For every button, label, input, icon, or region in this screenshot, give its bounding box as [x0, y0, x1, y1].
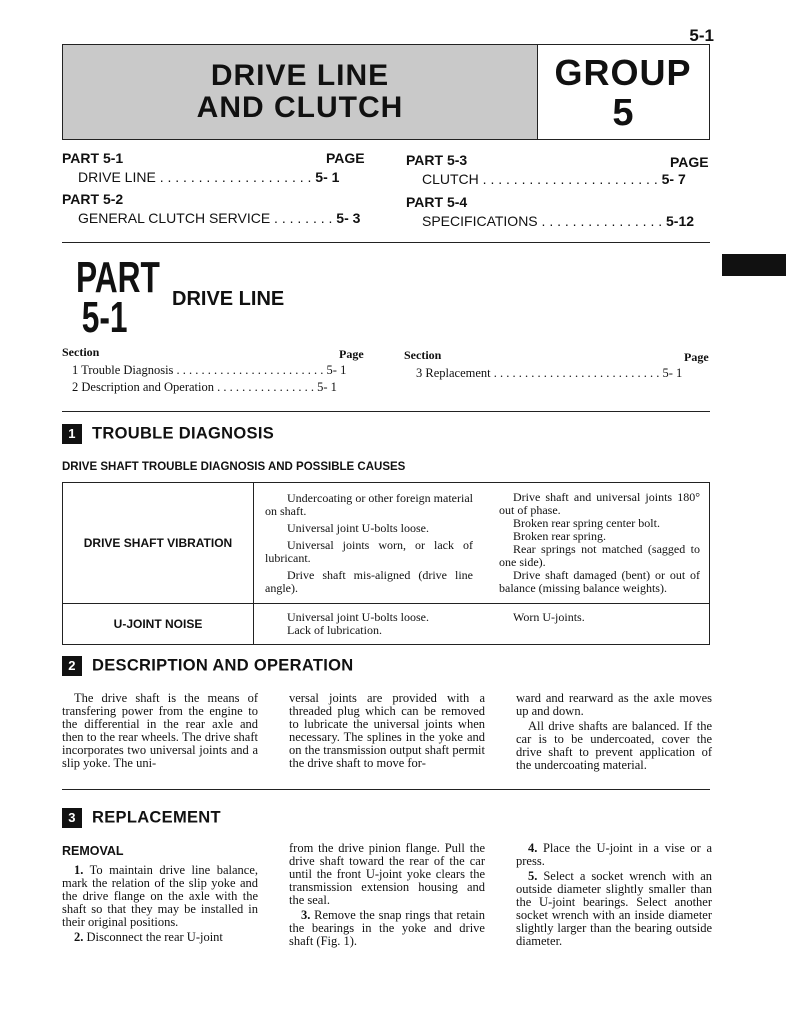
- toc-part-5-2: PART 5-2: [62, 191, 124, 207]
- toc-part-5-3: PART 5-3: [406, 152, 468, 168]
- trouble-heading: [62, 424, 274, 444]
- step-number: 1.: [74, 863, 84, 877]
- section-item-page: 5- 1: [317, 380, 337, 394]
- paragraph: The drive shaft is the means of transfering power from the engine to the differential in the rear axle and then to the rear wheels. The drive shaft incorporates two universal joints and a slip yoke. The uni-: [62, 691, 258, 770]
- section-item-description[interactable]: [72, 380, 337, 395]
- cause-item: Drive shaft mis-aligned (drive line angle).: [265, 567, 473, 595]
- toc-entry-label: SPECIFICATIONS: [422, 213, 538, 229]
- replacement-col-3: [516, 842, 712, 950]
- step-number: 4.: [528, 841, 538, 855]
- toc-entry-general-clutch[interactable]: [78, 210, 360, 226]
- replacement-col-2: [289, 842, 485, 950]
- step-text: Disconnect the rear U-joint: [83, 930, 223, 944]
- section-item-trouble-diagnosis[interactable]: [72, 363, 346, 378]
- paragraph: ward and rearward as the axle moves up and down.: [516, 691, 712, 718]
- step-text: To maintain drive line balance, mark the relation of the slip yoke and the drive flange on the axle with the shaft so that they may be installed in their original positions.: [62, 863, 258, 929]
- section-number-badge: 3: [62, 808, 82, 828]
- section-item-page: 5- 1: [662, 366, 683, 380]
- toc-entry-label: GENERAL CLUTCH SERVICE: [78, 210, 271, 226]
- group-title-box: [63, 45, 538, 139]
- description-col-1: [62, 692, 258, 772]
- toc-entry-label: DRIVE LINE: [78, 169, 156, 185]
- heading-text: REPLACEMENT: [92, 808, 221, 827]
- toc-part-5-1: PART 5-1: [62, 150, 124, 166]
- causes-cell-a: [254, 604, 489, 645]
- title-line-2: AND CLUTCH: [196, 91, 404, 124]
- divider: [62, 242, 710, 243]
- cause-item: Lack of lubrication.: [287, 623, 382, 637]
- paragraph: versal joints are provided with a threaded plug which can be removed to lubricate the universal joints when necessary. The splines in the yoke and on the transmission output shaft permit the drive shaft to move for-: [289, 691, 485, 770]
- cause-item: Universal joints worn, or lack of lubricant.: [265, 537, 473, 565]
- step-number: 5.: [528, 869, 538, 883]
- diagnosis-table: [62, 482, 710, 645]
- step: [62, 931, 258, 944]
- section-number-badge: 2: [62, 656, 82, 676]
- cause-item: Drive shaft and universal joints 180° out of phase.: [499, 490, 700, 517]
- toc-entry-specifications[interactable]: [422, 213, 694, 229]
- heading-text: TROUBLE DIAGNOSIS: [92, 424, 275, 443]
- step-text: Remove the snap rings that retain the bearings in the yoke and drive shaft (Fig. 1).: [289, 908, 485, 948]
- toc-entry-page: 5- 3: [336, 210, 361, 226]
- causes-cell-b: [488, 483, 710, 604]
- page-number: 5-1: [689, 26, 714, 45]
- section-tab-marker: [722, 254, 786, 276]
- cause-item: Broken rear spring.: [513, 529, 606, 543]
- cause-item: Rear springs not matched (sagged to one side).: [499, 542, 700, 569]
- part-title: DRIVE LINE: [172, 288, 285, 310]
- page-label-right: Page: [684, 350, 709, 364]
- step: [516, 870, 712, 948]
- toc-part-5-4: PART 5-4: [406, 194, 468, 210]
- group-number: 5: [612, 92, 634, 134]
- section-item-label: 2 Description and Operation: [72, 380, 214, 394]
- title-line-1: DRIVE LINE: [210, 59, 390, 92]
- table-row: [63, 483, 710, 604]
- section-label-right: Section: [404, 348, 442, 362]
- section-item-replacement[interactable]: [416, 366, 682, 381]
- divider: [62, 411, 710, 412]
- section-label-left: Section: [62, 345, 100, 359]
- toc-page-label-right: PAGE: [670, 154, 709, 170]
- symptom-cell: U-JOINT NOISE: [63, 604, 254, 645]
- cause-item: Undercoating or other foreign material on shaft.: [265, 490, 473, 518]
- section-item-label: 1 Trouble Diagnosis: [72, 363, 174, 377]
- cause-item: Worn U-joints.: [513, 610, 585, 624]
- section-number-badge: 1: [62, 424, 82, 444]
- description-heading: [62, 656, 353, 676]
- group-header: [62, 44, 710, 140]
- table-title: DRIVE SHAFT TROUBLE DIAGNOSIS AND POSSIBLE CAUSES: [62, 461, 406, 473]
- toc-page-label-left: PAGE: [326, 150, 365, 166]
- replacement-col-1: [62, 864, 258, 946]
- description-col-3: [516, 692, 712, 774]
- part-word: PART: [76, 253, 160, 302]
- toc-dots: . . . . . . . .: [270, 210, 337, 226]
- heading-text: DESCRIPTION AND OPERATION: [92, 656, 354, 675]
- section-item-label: 3 Replacement: [416, 366, 491, 380]
- step-text: Place the U-joint in a vise or a press.: [516, 841, 712, 868]
- removal-subheading: REMOVAL: [62, 844, 124, 858]
- step-text: Select a socket wrench with an outside diameter slightly smaller than the U-joint bearings. Select another socket wrench with an inside diameter slightly larger than the bearing outside diameter.: [516, 869, 712, 948]
- part-label: [76, 253, 160, 342]
- section-item-page: 5- 1: [326, 363, 347, 377]
- causes-cell-b: [488, 604, 710, 645]
- step: [516, 842, 712, 868]
- step: [289, 909, 485, 948]
- cause-item: Universal joint U-bolts loose.: [287, 610, 429, 624]
- table-row: [63, 604, 710, 645]
- replacement-heading: [62, 808, 221, 828]
- step-number: 2.: [74, 930, 84, 944]
- toc-entry-page: 5-12: [666, 213, 695, 229]
- cause-item: Universal joint U-bolts loose.: [287, 520, 429, 535]
- step: [62, 864, 258, 929]
- part-number: 5-1: [81, 293, 128, 342]
- cause-item: Drive shaft damaged (bent) or out of balance (missing balance weights).: [499, 568, 700, 595]
- paragraph: All drive shafts are balanced. If the car is to be undercoated, cover the drive shaft to prevent application of the undercoating material.: [516, 719, 712, 772]
- toc-dots: . . . . . . . . . . . . . . . . . . . . . . .: [478, 171, 662, 187]
- cause-item: Broken rear spring center bolt.: [513, 516, 660, 530]
- toc-entry-clutch[interactable]: [422, 171, 686, 187]
- causes-cell-a: [254, 483, 489, 604]
- section-dots: . . . . . . . . . . . . . . . .: [213, 380, 318, 394]
- section-dots: . . . . . . . . . . . . . . . . . . . . . . . . . . .: [490, 366, 663, 380]
- step-number: 3.: [301, 908, 311, 922]
- toc-dots: . . . . . . . . . . . . . . . .: [537, 213, 667, 229]
- toc-entry-drive-line[interactable]: [78, 169, 339, 185]
- paragraph: from the drive pinion flange. Pull the drive shaft toward the rear of the car until the front U-joint yoke clears the transmission extension housing and the seal.: [289, 841, 485, 907]
- toc-entry-page: 5- 7: [661, 171, 686, 187]
- page-label-left: Page: [339, 347, 364, 361]
- group-label: GROUP: [554, 52, 692, 93]
- description-col-2: [289, 692, 485, 772]
- toc-dots: . . . . . . . . . . . . . . . . . . . .: [155, 169, 316, 185]
- symptom-cell: DRIVE SHAFT VIBRATION: [63, 483, 254, 604]
- group-number-box: [537, 45, 709, 139]
- divider: [62, 789, 710, 790]
- toc-entry-label: CLUTCH: [422, 171, 479, 187]
- toc-entry-page: 5- 1: [315, 169, 340, 185]
- section-dots: . . . . . . . . . . . . . . . . . . . . . . . .: [173, 363, 327, 377]
